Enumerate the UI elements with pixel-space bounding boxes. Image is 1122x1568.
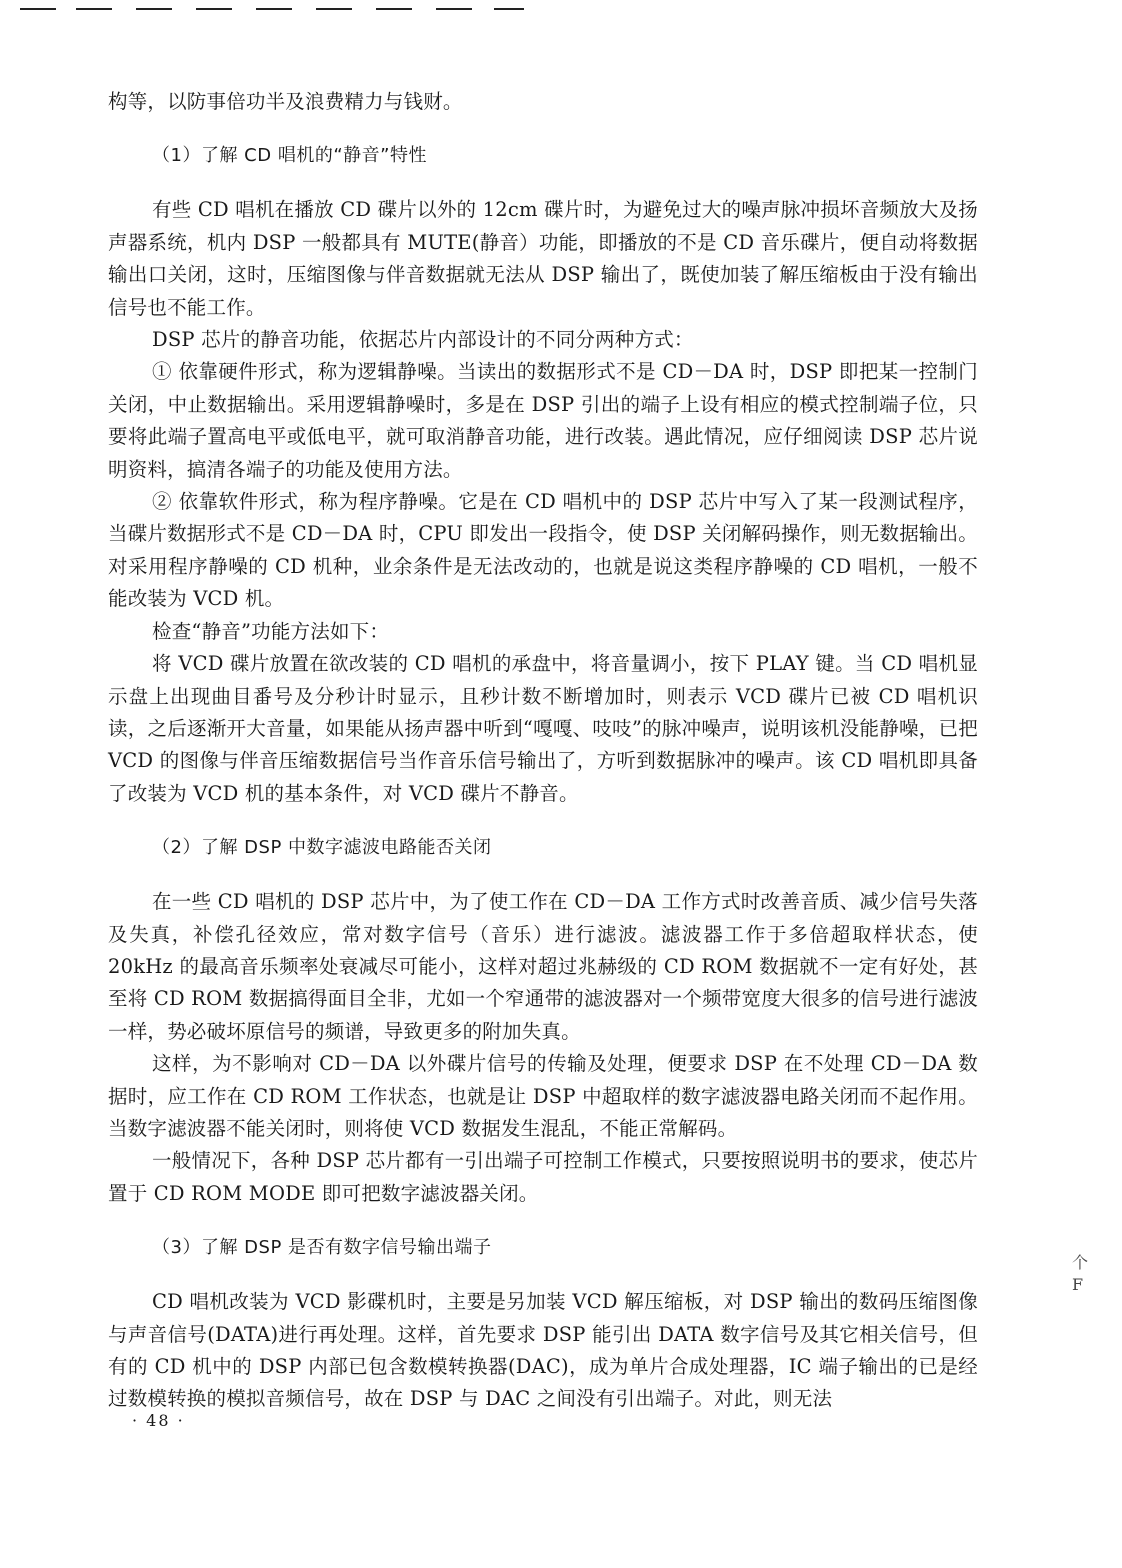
scan-edge-mark [376,8,412,10]
paragraph: 检查“静音”功能方法如下： [152,619,390,643]
scan-edge-mark [196,8,232,10]
paragraph: 在一些 CD 唱机的 DSP 芯片中，为了使工作在 CD－DA 工作方式时改善音质、减少信号失落及失真，补偿孔径效应，常对数字信号（音乐）进行滤波。滤波器工作于多倍超取样状态，使 20kHz 的最高音乐频率处衰减尽可能小，这样对超过兆赫级的 CD ROM 数据就不一定有好处，甚至将 CD ROM 数据搞得面目全非，尤如一个窄通带的滤波器对一个频带宽度大很多的信号进行滤波一样，势必破坏原信号的频谱，导致更多的附加失真。 [108,890,978,1043]
scan-edge-mark [20,8,56,10]
paragraph: ② 依靠软件形式，称为程序静噪。它是在 CD 唱机中的 DSP 芯片中写入了某一段测试程序，当碟片数据形式不是 CD－DA 时，CPU 即发出一段指令，使 DSP 关闭解码操作，则无数据输出。对采用程序静噪的 CD 机种，业余条件是无法改动的，也就是说这类程序静噪的 CD 唱机，一般不能改装为 VCD 机。 [108,490,979,611]
intro-paragraph: 构等，以防事倍功半及浪费精力与钱财。 [108,90,463,113]
page-number: · 48 · [132,1411,185,1430]
paragraph: 一般情况下，各种 DSP 芯片都有一引出端子可控制工作模式，只要按照说明书的要求，使芯片置于 CD ROM MODE 即可把数字滤波器关闭。 [108,1149,978,1205]
section-heading-1: （1）了解 CD 唱机的“静音”特性 [152,145,427,167]
paragraph: 将 VCD 碟片放置在欲改装的 CD 唱机的承盘中，将音量调小，按下 PLAY 键。当 CD 唱机显示盘上出现曲目番号及分秒计时显示，且秒计数不断增加时，则表示 VCD 碟片已被 CD 唱机识读，之后逐渐开大音量，如果能从扬声器中听到“嘎嘎、吱吱”的脉冲噪声，说明该机没能静噪，已把 VCD 的图像与伴音压缩数据信号当作音乐信号输出了，方听到数据脉冲的噪声。该 CD 唱机即具备了改装为 VCD 机的基本条件，对 VCD 碟片不静音。 [108,652,978,805]
section-heading-3: （3）了解 DSP 是否有数字信号输出端子 [152,1237,492,1259]
paragraph: ① 依靠硬件形式，称为逻辑静噪。当读出的数据形式不是 CD－DA 时，DSP 即把某一控制门关闭，中止数据输出。采用逻辑静噪时，多是在 DSP 引出的端子上设有相应的模式控制端子位，只要将此端子置高电平或低电平，就可取消静音功能，进行改装。遇此情况，应仔细阅读 DSP 芯片说明资料，搞清各端子的功能及使用方法。 [108,360,978,481]
scan-edge-mark [136,8,172,10]
scan-edge-mark [76,8,112,10]
paragraph: 这样，为不影响对 CD－DA 以外碟片信号的传输及处理，便要求 DSP 在不处理 CD－DA 数据时，应工作在 CD ROM 工作状态，也就是让 DSP 中超取样的数字滤波器电路关闭而不起作用。当数字滤波器不能关闭时，则将使 VCD 数据发生混乱，不能正常解码。 [108,1052,978,1140]
margin-handwriting: 个 F [1072,1253,1089,1294]
scan-edge-mark [436,8,472,10]
paragraph: DSP 芯片的静音功能，依据芯片内部设计的不同分两种方式： [152,328,694,352]
page-body [108,86,978,1416]
paragraph: CD 唱机改装为 VCD 影碟机时，主要是另加装 VCD 解压缩板，对 DSP 输出的数码压缩图像与声音信号(DATA)进行再处理。这样，首先要求 DSP 能引出 DATA 数字信号及其它相关信号，但有的 CD 机中的 DSP 内部已包含数模转换器(DAC)，成为单片合成处理器，IC 端子输出的已是经过数模转换的模拟音频信号，故在 DSP 与 DAC 之间没有引出端子。对此，则无法 [108,1290,978,1411]
paragraph: 有些 CD 唱机在播放 CD 碟片以外的 12cm 碟片时，为避免过大的噪声脉冲损坏音频放大及扬声器系统，机内 DSP 一般都具有 MUTE(静音）功能，即播放的不是 CD 音乐碟片，便自动将数据输出口关闭，这时，压缩图像与伴音数据就无法从 DSP 输出了，既使加装了解压缩板由于没有输出信号也不能工作。 [108,198,979,319]
scan-edge-mark [256,8,292,10]
section-heading-2: （2）了解 DSP 中数字滤波电路能否关闭 [152,837,492,859]
scan-edge-mark [494,8,524,10]
scan-edge-mark [316,8,352,10]
